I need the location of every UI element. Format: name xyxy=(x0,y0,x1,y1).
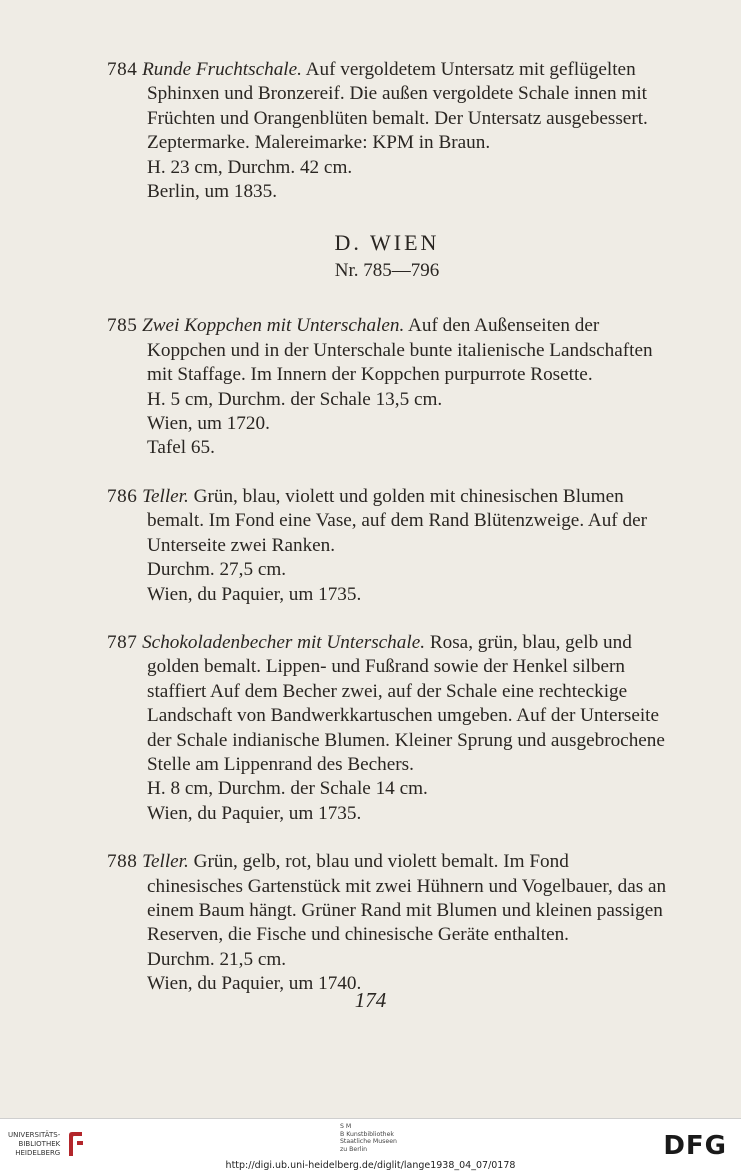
stamp-line: zu Berlin xyxy=(340,1145,368,1153)
stamp-line: B Kunstbibliothek xyxy=(340,1130,394,1138)
catalog-text xyxy=(107,58,667,1021)
entry-line: Wien, du Paquier, um 1735. xyxy=(147,583,362,605)
entry-paragraph xyxy=(107,58,667,131)
entry-number: 788 xyxy=(107,851,138,873)
catalog-entry xyxy=(107,850,667,996)
library-name-line: HEIDELBERG xyxy=(15,1148,61,1157)
catalog-entry xyxy=(107,631,667,826)
section-title: D. WIEN xyxy=(334,230,440,256)
entry-description: Grün, blau, violett und golden mit chinesischen Blumen bemalt. Im Fond eine Vase, auf dem Rand Blütenzweige. Auf der Unterseite zwei Ranken. xyxy=(147,485,647,556)
entry-line: Durchm. 21,5 cm. xyxy=(147,948,287,970)
entry-number: 786 xyxy=(107,485,138,507)
entry-line: H. 8 cm, Durchm. der Schale 14 cm. xyxy=(147,778,428,800)
entry-description: Auf den Außenseiten der Koppchen und in der Unterschale bunte italienische Landschaften mit Staffage. Im Innern der Koppchen purpurrote Rosette. xyxy=(147,315,653,386)
stamp-line: S M xyxy=(340,1123,352,1130)
museum-stamp xyxy=(340,1123,460,1153)
entry-paragraph xyxy=(107,631,667,777)
entry-description: Auf vergoldetem Untersatz mit geflügelten Sphinxen und Bronzereif. Die außen vergoldete Schale innen mit Früchten und Orangenblüten bemalt. Der Untersatz ausgebessert. xyxy=(147,59,648,129)
library-name-line: UNIVERSITÄTS- xyxy=(8,1130,61,1139)
entry-paragraph xyxy=(107,485,667,558)
entry-description: Grün, gelb, rot, blau und violett bemalt. Im Fond chinesisches Gartenstück mit zwei Hühnern und Vogelbauer, das an einem Baum hängt. Grüner Rand mit Blumen und kleinen passigen Reserven, die Fische und chinesische Geräte enthalten. xyxy=(147,851,667,946)
entry-line: Tafel 65. xyxy=(147,437,215,459)
catalog-entry xyxy=(107,58,667,204)
entry-line: Zeptermarke. Malereimarke: KPM in Braun. xyxy=(147,132,491,154)
entry-line: H. 23 cm, Durchm. 42 cm. xyxy=(147,156,353,178)
entry-title: Teller. xyxy=(142,485,189,507)
entry-number: 785 xyxy=(107,315,138,337)
stamp-line: Staatliche Museen xyxy=(340,1138,397,1146)
page-number: 174 xyxy=(354,988,387,1012)
dfg-logo[interactable]: DFG xyxy=(663,1131,727,1161)
entry-paragraph xyxy=(107,850,667,948)
entry-line: Wien, du Paquier, um 1735. xyxy=(147,802,362,824)
entry-number: 787 xyxy=(107,631,138,653)
entry-paragraph xyxy=(107,314,667,387)
entry-line: H. 5 cm, Durchm. der Schale 13,5 cm. xyxy=(147,388,443,410)
university-library-logo[interactable] xyxy=(8,1129,86,1159)
entry-line: Berlin, um 1835. xyxy=(147,181,278,203)
entry-title: Schokoladenbecher mit Unterschale. xyxy=(142,631,426,653)
permalink-url[interactable]: http://digi.ub.uni-heidelberg.de/diglit/lange1938_04_07/0178 xyxy=(225,1160,516,1171)
catalog-entry xyxy=(107,485,667,607)
section-range: Nr. 785—796 xyxy=(334,260,440,282)
entry-line: Durchm. 27,5 cm. xyxy=(147,559,287,581)
catalog-entry xyxy=(107,314,667,460)
entry-number: 784 xyxy=(107,59,138,80)
entry-title: Teller. xyxy=(142,851,189,873)
library-name xyxy=(8,1131,60,1158)
entry-line: Wien, um 1720. xyxy=(147,413,270,435)
entry-title: Zwei Koppchen mit Unterschalen. xyxy=(142,315,405,337)
entry-title: Runde Fruchtschale. xyxy=(142,59,302,80)
section-heading xyxy=(107,228,667,284)
entry-description: Rosa, grün, blau, gelb und golden bemalt. Lippen- und Fußrand sowie der Henkel silbern staffiert Auf dem Becher zwei, auf der Schale eine rechteckige Landschaft von Bandwerkkartuschen umgeben. Auf der Unterseite der Schale indianische Blumen. Kleiner Sprung und ausgebrochene Stelle am Lippenrand des Bechers. xyxy=(147,631,665,775)
viewer-footer xyxy=(0,1118,741,1172)
library-name-line: BIBLIOTHEK xyxy=(18,1139,61,1148)
library-emblem-icon xyxy=(66,1129,86,1159)
entry-line: Wien, du Paquier, um 1740. xyxy=(147,973,362,995)
